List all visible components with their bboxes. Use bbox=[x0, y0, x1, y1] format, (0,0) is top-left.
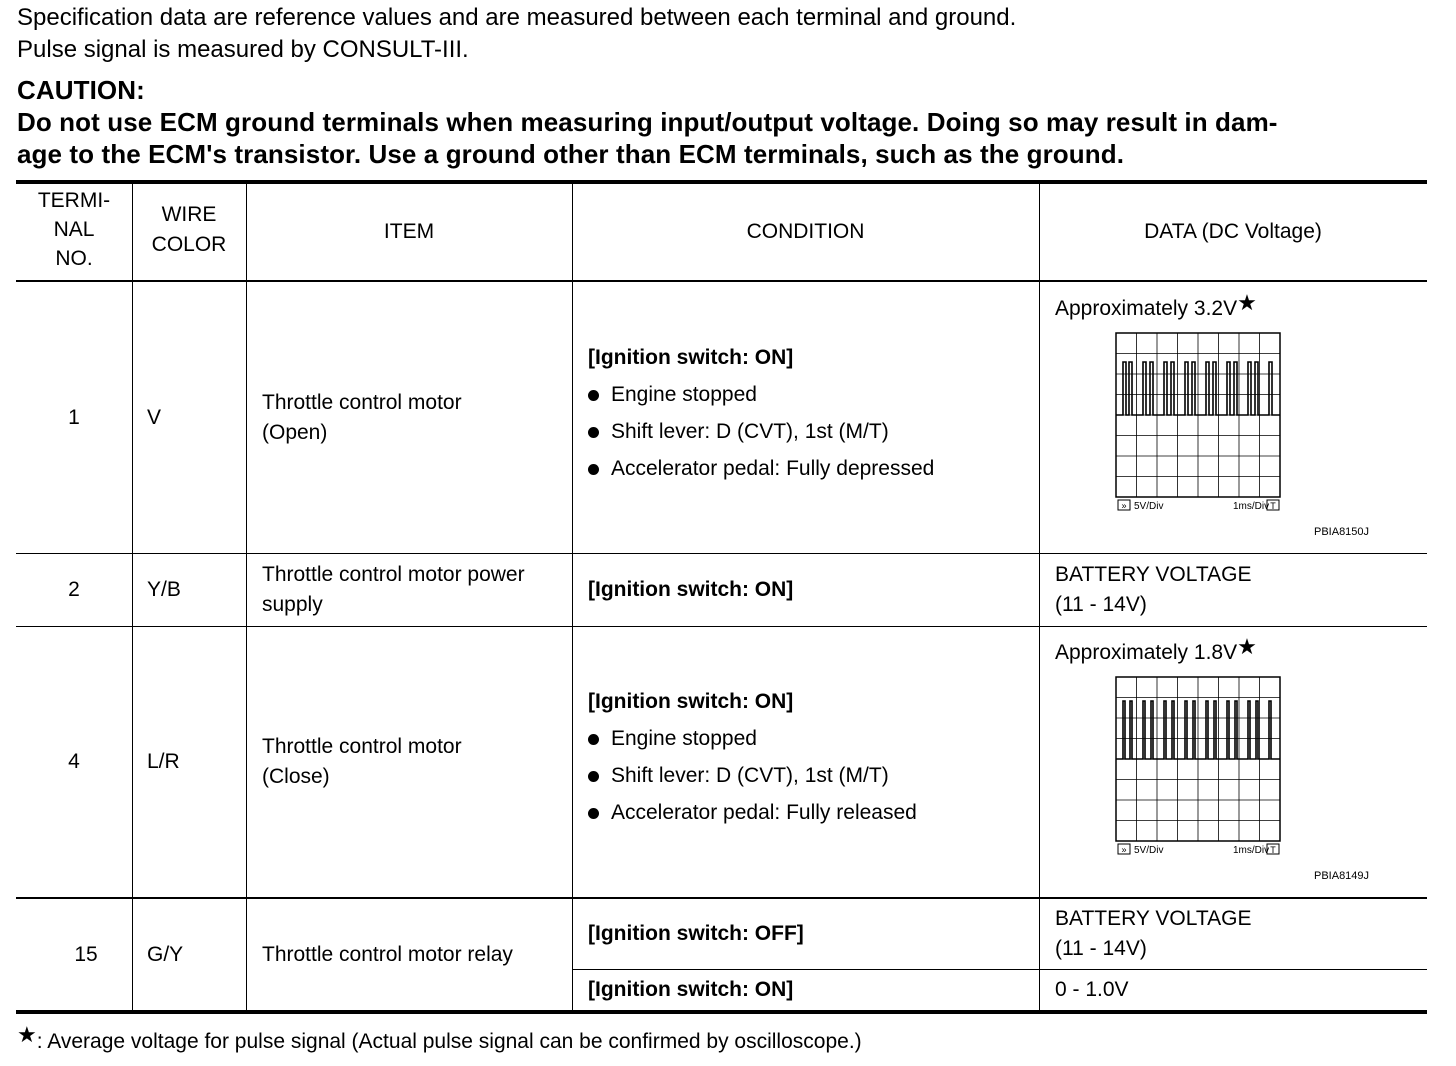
star-icon: ★ bbox=[17, 1022, 37, 1047]
terminal-no: 2 bbox=[68, 578, 80, 601]
figure-id: PBIA8150J bbox=[1314, 526, 1370, 538]
scope-vdiv: 5V/Div bbox=[1134, 501, 1164, 512]
star-icon: ★ bbox=[1237, 634, 1257, 659]
data-line: (11 - 14V) bbox=[1055, 593, 1147, 616]
header-wire-color bbox=[132, 200, 246, 260]
item-line: supply bbox=[262, 593, 323, 616]
condition-cell bbox=[588, 687, 1039, 828]
condition-bullet bbox=[588, 724, 1039, 754]
star-icon: ★ bbox=[1237, 290, 1257, 315]
item-cell bbox=[262, 554, 572, 626]
data-value bbox=[1055, 290, 1427, 324]
item-line: Throttle control motor bbox=[262, 390, 462, 414]
terminal-no: 4 bbox=[68, 750, 80, 773]
condition-heading: [Ignition switch: ON] bbox=[588, 978, 794, 1001]
header-terminal-line: TERMI- bbox=[37, 189, 111, 212]
data-line: BATTERY VOLTAGE bbox=[1055, 563, 1252, 586]
intro-line-1: Specification data are reference values and are measured between each terminal and ground. bbox=[17, 4, 1017, 31]
terminal-no: 1 bbox=[68, 405, 80, 429]
data-line: BATTERY VOLTAGE bbox=[1055, 907, 1252, 930]
bullet-icon bbox=[588, 734, 599, 745]
condition-heading: [Ignition switch: ON] bbox=[588, 346, 794, 369]
header-wire-line: WIRE bbox=[161, 203, 217, 226]
header-data: DATA (DC Voltage) bbox=[1144, 220, 1322, 243]
caution-heading: CAUTION: bbox=[17, 75, 145, 105]
header-item: ITEM bbox=[383, 220, 435, 243]
item-line: Throttle control motor power bbox=[262, 563, 525, 586]
scope-vdiv: 5V/Div bbox=[1134, 845, 1164, 856]
scope-trigger: T bbox=[1270, 845, 1276, 855]
condition-bullet bbox=[588, 454, 1039, 484]
oscilloscope-waveform-1 bbox=[1115, 332, 1281, 512]
terminal-spec-table bbox=[16, 180, 1427, 1014]
header-terminal-no bbox=[16, 186, 132, 273]
bullet-icon bbox=[588, 808, 599, 819]
condition-heading: [Ignition switch: OFF] bbox=[588, 922, 804, 945]
column-rule bbox=[572, 180, 573, 1012]
table-bottom-rule bbox=[16, 1010, 1427, 1014]
condition-bullet bbox=[588, 380, 1039, 410]
scope-trigger: T bbox=[1270, 501, 1276, 511]
bullet-text: Accelerator pedal: Fully depressed bbox=[611, 457, 935, 480]
header-terminal-line: NAL bbox=[53, 218, 95, 241]
caution-block bbox=[17, 74, 1278, 170]
column-rule bbox=[132, 180, 133, 1012]
footnote-text: : Average voltage for pulse signal (Actual pulse signal can be confirmed by oscilloscope.) bbox=[36, 1030, 862, 1053]
caution-line-2: age to the ECM's transistor. Use a ground other than ECM terminals, such as the ground. bbox=[17, 139, 1125, 169]
data-value: 0 - 1.0V bbox=[1055, 978, 1129, 1001]
scope-icon-text: » bbox=[1121, 500, 1127, 511]
data-text: Approximately 3.2V bbox=[1055, 297, 1238, 320]
wire-color: Y/B bbox=[147, 578, 181, 601]
bullet-icon bbox=[588, 464, 599, 475]
oscilloscope-waveform-2 bbox=[1115, 676, 1281, 856]
header-condition: CONDITION bbox=[746, 220, 865, 243]
wire-color: L/R bbox=[147, 750, 180, 773]
bullet-icon bbox=[588, 390, 599, 401]
condition-bullet bbox=[588, 761, 1039, 791]
bullet-text: Accelerator pedal: Fully released bbox=[611, 801, 917, 824]
footnote bbox=[17, 1022, 862, 1057]
bullet-text: Shift lever: D (CVT), 1st (M/T) bbox=[611, 764, 889, 787]
item-line: (Open) bbox=[262, 420, 328, 444]
data-text: Approximately 1.8V bbox=[1055, 641, 1238, 664]
header-wire-line: COLOR bbox=[151, 233, 227, 256]
item-cell bbox=[262, 627, 572, 897]
figure-id: PBIA8149J bbox=[1314, 870, 1370, 882]
caution-line-1: Do not use ECM ground terminals when measuring input/output voltage. Doing so may result in dam- bbox=[17, 107, 1278, 137]
column-rule bbox=[246, 180, 247, 1012]
item-cell bbox=[262, 282, 572, 553]
item-cell: Throttle control motor relay bbox=[262, 942, 513, 966]
scope-icon-text: » bbox=[1121, 844, 1127, 855]
condition-cell bbox=[588, 343, 1039, 484]
wire-color: G/Y bbox=[147, 942, 184, 966]
condition-bullet bbox=[588, 798, 1039, 828]
condition-bullet bbox=[588, 417, 1039, 447]
data-value bbox=[1055, 634, 1427, 668]
bullet-text: Engine stopped bbox=[611, 383, 757, 406]
bullet-icon bbox=[588, 771, 599, 782]
bullet-icon bbox=[588, 427, 599, 438]
header-terminal-line: NO. bbox=[55, 247, 93, 270]
data-value bbox=[1055, 554, 1427, 626]
wire-color: V bbox=[147, 405, 162, 429]
scope-tdiv: 1ms/Div bbox=[1233, 501, 1270, 512]
bullet-text: Shift lever: D (CVT), 1st (M/T) bbox=[611, 420, 889, 443]
condition-heading: [Ignition switch: ON] bbox=[588, 578, 794, 601]
data-line: (11 - 14V) bbox=[1055, 937, 1147, 960]
terminal-no: 15 bbox=[74, 942, 98, 966]
column-rule bbox=[1039, 180, 1040, 1012]
intro-text bbox=[17, 2, 1016, 66]
condition-heading: [Ignition switch: ON] bbox=[588, 690, 794, 713]
item-line: (Close) bbox=[262, 765, 330, 788]
data-value bbox=[1055, 899, 1427, 969]
item-line: Throttle control motor bbox=[262, 735, 462, 758]
bullet-text: Engine stopped bbox=[611, 727, 757, 750]
intro-line-2: Pulse signal is measured by CONSULT-III. bbox=[17, 36, 469, 63]
scope-tdiv: 1ms/Div bbox=[1233, 845, 1270, 856]
